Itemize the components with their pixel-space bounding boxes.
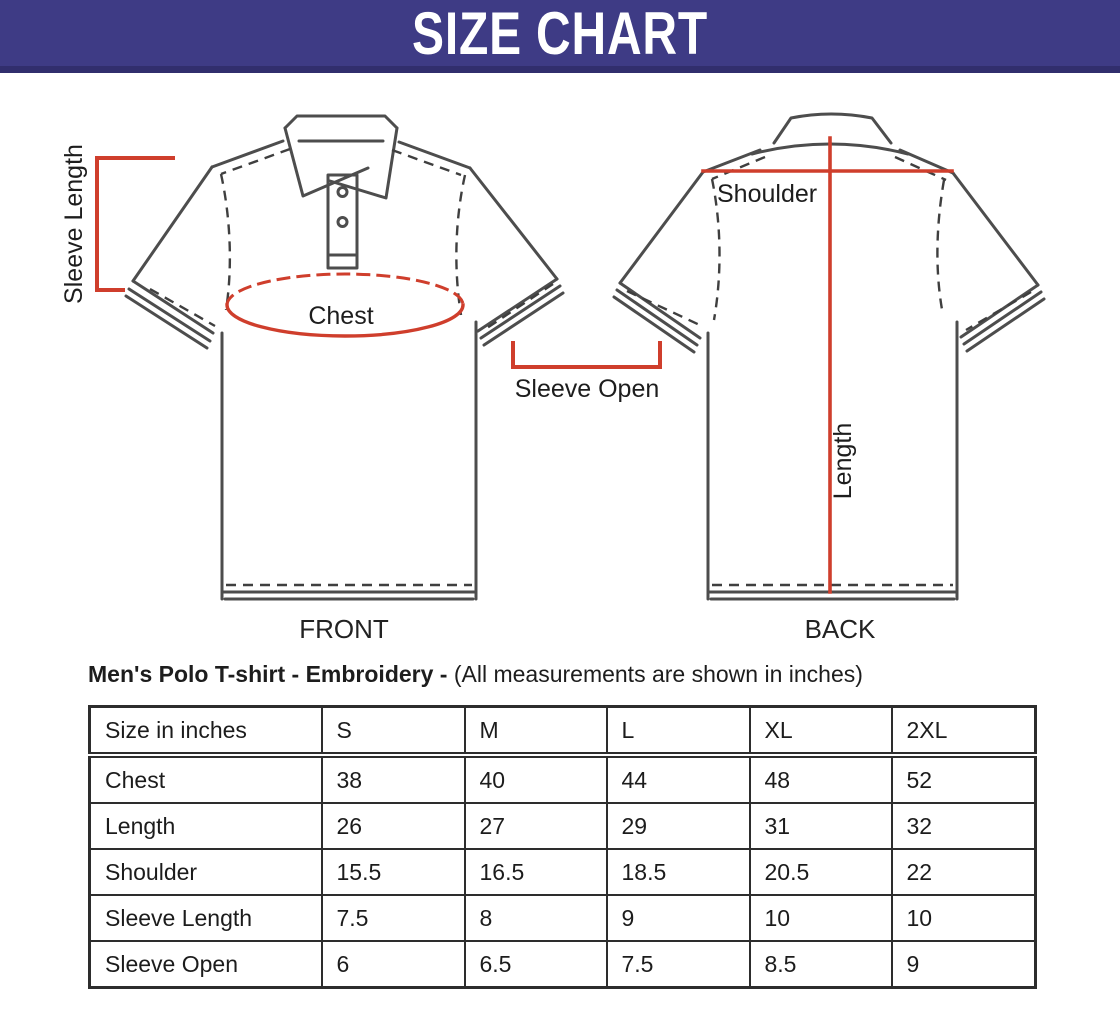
cell-value: 32: [892, 803, 1036, 849]
table-row-length: [90, 803, 1036, 849]
cell-value: 20.5: [750, 849, 892, 895]
sleeve-open-bracket: [513, 343, 660, 367]
table-title-note: (All measurements are shown in inches): [453, 661, 863, 687]
header-size-l: L: [607, 707, 750, 756]
back-caption: BACK: [804, 614, 876, 644]
cell-value: 18.5: [607, 849, 750, 895]
cell-value: 38: [322, 755, 465, 803]
table-header-row: [90, 707, 1036, 756]
table-row-sleeve-open: [90, 941, 1036, 988]
header-size-s: S: [322, 707, 465, 756]
measurement-annotations: [97, 138, 952, 592]
cell-value: 40: [465, 755, 607, 803]
shirt-measurement-diagram: [0, 73, 1120, 648]
table-row-chest: [90, 755, 1036, 803]
header-size-m: M: [465, 707, 607, 756]
cell-value: 9: [892, 941, 1036, 988]
cell-value: 6.5: [465, 941, 607, 988]
shirt-diagram-svg: [0, 73, 1120, 648]
cell-value: 48: [750, 755, 892, 803]
cell-value: 7.5: [322, 895, 465, 941]
cell-value: 22: [892, 849, 1036, 895]
row-label: Chest: [90, 755, 322, 803]
table-row-shoulder: [90, 849, 1036, 895]
front-caption: FRONT: [299, 614, 389, 644]
row-label: Sleeve Length: [90, 895, 322, 941]
cell-value: 10: [750, 895, 892, 941]
row-label: Shoulder: [90, 849, 322, 895]
cell-value: 7.5: [607, 941, 750, 988]
cell-value: 26: [322, 803, 465, 849]
page-title: SIZE CHART: [412, 0, 708, 67]
cell-value: 8.5: [750, 941, 892, 988]
cell-value: 10: [892, 895, 1036, 941]
cell-value: 52: [892, 755, 1036, 803]
sleeve-open-label: Sleeve Open: [514, 375, 660, 403]
table-title-bold: Men's Polo T-shirt - Embroidery -: [88, 661, 454, 687]
table-title: [88, 660, 1068, 688]
cell-value: 44: [607, 755, 750, 803]
shoulder-label: Shoulder: [717, 180, 818, 208]
length-label: Length: [829, 422, 857, 500]
size-table: [88, 705, 1037, 989]
header-size-in-inches: Size in inches: [90, 707, 322, 756]
chest-ellipse-top: [227, 274, 463, 305]
header-banner: [0, 0, 1120, 73]
cell-value: 9: [607, 895, 750, 941]
sleeve-length-label: Sleeve Length: [60, 144, 88, 304]
chest-label: Chest: [308, 302, 374, 330]
cell-value: 15.5: [322, 849, 465, 895]
cell-value: 29: [607, 803, 750, 849]
cell-value: 31: [750, 803, 892, 849]
cell-value: 8: [465, 895, 607, 941]
front-shirt-drawing: [126, 116, 563, 599]
header-size-xl: XL: [750, 707, 892, 756]
table-row-sleeve-length: [90, 895, 1036, 941]
row-label: Length: [90, 803, 322, 849]
cell-value: 27: [465, 803, 607, 849]
cell-value: 16.5: [465, 849, 607, 895]
row-label: Sleeve Open: [90, 941, 322, 988]
cell-value: 6: [322, 941, 465, 988]
sleeve-length-bracket: [97, 158, 173, 290]
header-size-2xl: 2XL: [892, 707, 1036, 756]
